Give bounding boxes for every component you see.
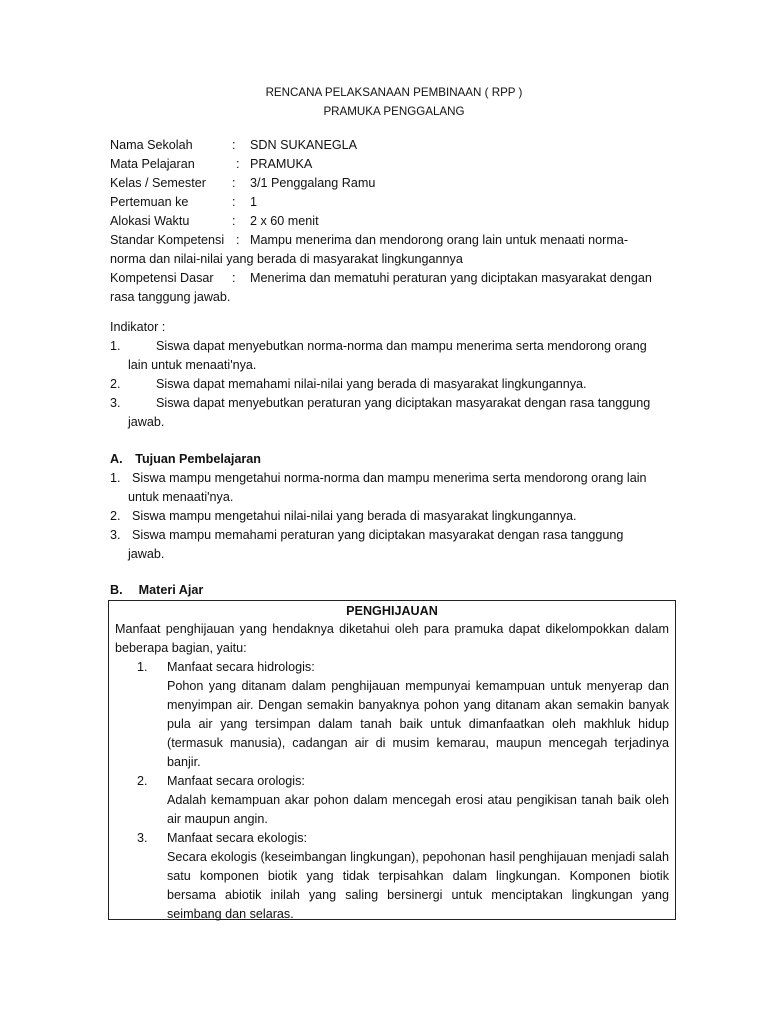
info-row-time xyxy=(110,212,676,231)
material-box xyxy=(108,600,676,920)
section-heading: Indikator : xyxy=(110,320,166,334)
document-title: RENCANA PELAKSANAAN PEMBINAAN ( RPP ) xyxy=(265,86,523,99)
box-title: PENGHIJAUAN xyxy=(346,604,438,618)
list-item xyxy=(110,469,676,488)
info-row-meeting xyxy=(110,193,676,212)
info-label: Alokasi Waktu xyxy=(110,214,190,228)
list-text-continuation: untuk menaati'nya. xyxy=(128,490,234,504)
list-text-continuation: jawab. xyxy=(128,547,165,561)
info-label: Standar Kompetensi xyxy=(110,233,225,247)
objectives-section xyxy=(110,450,676,564)
info-colon: : xyxy=(232,214,236,228)
material-item-body: Pohon yang ditanam dalam penghijauan mempunyai kemampuan untuk menyerap dan menyimpan air. Dengan semakin banyaknya pohon yang ditanam akan semakin banyak pula air yang tersimpan dalam tanah baik untuk dimanfaatkan oleh makhluk hidup (termasuk manusia), cadangan air di musim kemarau, maupun mencegah terjadinya banjir. xyxy=(167,679,669,769)
info-colon: : xyxy=(236,233,240,247)
list-text: Siswa mampu mengetahui norma-norma dan mampu menerima serta mendorong orang lain xyxy=(132,471,647,485)
list-text: Siswa dapat memahami nilai-nilai yang berada di masyarakat lingkungannya. xyxy=(156,377,587,391)
material-item-body: Secara ekologis (keseimbangan lingkungan), pepohonan hasil penghijauan menjadi salah satu komponen biotik yang tidak terpisahkan dalam lingkungan. Komponen biotik bersama abiotik inilah yang saling bersinergi untuk menciptakan lingkungan yang seimbang dan selaras. xyxy=(167,850,669,921)
list-number: 2. xyxy=(110,509,121,523)
section-heading: B. Materi Ajar xyxy=(110,583,204,597)
material-item-title: Manfaat secara orologis: xyxy=(167,774,305,788)
list-number: 1. xyxy=(137,660,148,674)
list-text: Siswa mampu mengetahui nilai-nilai yang berada di masyarakat lingkungannya. xyxy=(132,509,577,523)
list-item xyxy=(110,526,676,545)
info-colon: : xyxy=(236,157,240,171)
info-label: Pertemuan ke xyxy=(110,195,189,209)
info-continuation: rasa tanggung jawab. xyxy=(110,290,231,304)
material-heading-wrap xyxy=(110,581,676,600)
info-value: Mampu menerima dan mendorong orang lain untuk menaati norma- xyxy=(250,233,629,247)
list-number: 3. xyxy=(110,528,121,542)
indicator-section xyxy=(110,318,676,432)
list-text: Siswa dapat menyebutkan peraturan yang diciptakan masyarakat dengan rasa tanggung xyxy=(156,396,651,410)
info-value: SDN SUKANEGLA xyxy=(250,138,358,152)
info-colon: : xyxy=(232,195,236,209)
list-number: 1. xyxy=(110,471,121,485)
info-row-class xyxy=(110,174,676,193)
list-number: 1. xyxy=(110,339,121,353)
info-label: Mata Pelajaran xyxy=(110,157,195,171)
info-label: Nama Sekolah xyxy=(110,138,193,152)
info-value: Menerima dan mematuhi peraturan yang diciptakan masyarakat dengan xyxy=(250,271,652,285)
material-item xyxy=(137,772,669,829)
info-label: Kelas / Semester xyxy=(110,176,206,190)
info-row-basic-competence xyxy=(110,269,676,288)
info-value: 3/1 Penggalang Ramu xyxy=(250,176,376,190)
info-label: Kompetensi Dasar xyxy=(110,271,214,285)
list-number: 2. xyxy=(110,377,121,391)
list-item xyxy=(110,394,676,413)
info-colon: : xyxy=(232,176,236,190)
info-value: 1 xyxy=(250,195,258,209)
list-number: 3. xyxy=(137,831,148,845)
list-item xyxy=(110,507,676,526)
info-value: 2 x 60 menit xyxy=(250,214,319,228)
info-row-standard xyxy=(110,231,676,250)
document-subtitle: PRAMUKA PENGGALANG xyxy=(323,105,465,118)
info-row-school xyxy=(110,136,676,155)
info-row-subject xyxy=(110,155,676,174)
section-heading: A. Tujuan Pembelajaran xyxy=(110,452,261,466)
info-colon: : xyxy=(232,271,236,285)
info-colon: : xyxy=(232,138,236,152)
material-item-title: Manfaat secara ekologis: xyxy=(167,831,308,845)
info-value: PRAMUKA xyxy=(250,157,313,171)
list-text-continuation: jawab. xyxy=(128,415,165,429)
info-continuation: norma dan nilai-nilai yang berada di masyarakat lingkungannya xyxy=(110,252,463,266)
list-number: 3. xyxy=(110,396,121,410)
list-item xyxy=(110,337,676,356)
list-text: Siswa mampu memahami peraturan yang diciptakan masyarakat dengan rasa tanggung xyxy=(132,528,624,542)
identity-block xyxy=(110,136,676,307)
list-text: Siswa dapat menyebutkan norma-norma dan mampu menerima serta mendorong orang xyxy=(156,339,647,353)
material-item-body: Adalah kemampuan akar pohon dalam mencegah erosi atau pengikisan tanah baik oleh air maupun angin. xyxy=(167,793,669,826)
list-item xyxy=(110,375,676,394)
material-item-title: Manfaat secara hidrologis: xyxy=(167,660,315,674)
box-intro: Manfaat penghijauan yang hendaknya diketahui oleh para pramuka dapat dikelompokkan dalam beberapa bagian, yaitu: xyxy=(115,622,669,655)
list-text-continuation: lain untuk menaati'nya. xyxy=(128,358,257,372)
list-number: 2. xyxy=(137,774,148,788)
material-item xyxy=(137,829,669,924)
material-item xyxy=(137,658,669,772)
